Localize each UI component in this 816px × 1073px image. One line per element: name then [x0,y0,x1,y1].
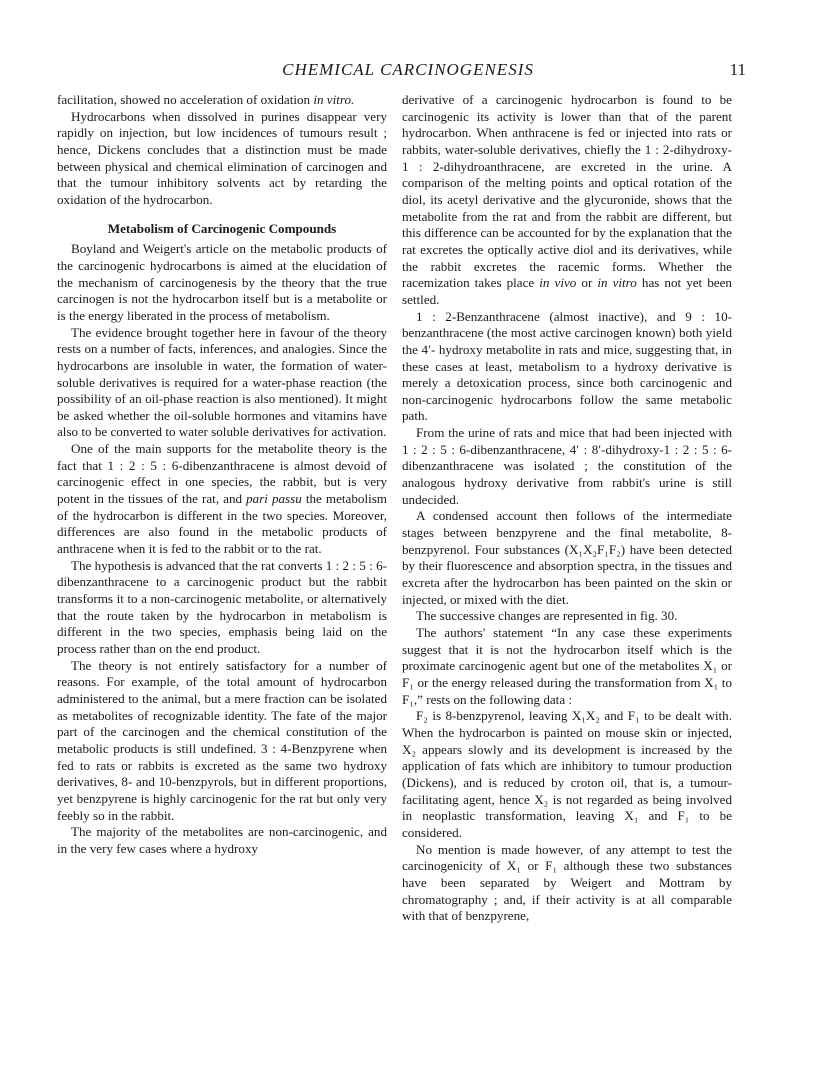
paragraph [402,625,732,708]
text: is not regarded as being involved in neoplastic transformation, leaving [402,791,732,824]
text: No mention is made however, of any attempt to test the carcinogenicity of [402,841,732,874]
symbol-text: F₁ [677,808,690,824]
text: ,” rests on the following data : [413,691,573,707]
italic-text: pari passu [246,491,302,507]
text: the metabolism of the hydrocarbon is different in the two species. Moreover, differences are also found in the metabolic products of anthracene when it is fed to the rabbit or to the rat. [57,491,387,557]
text: or [520,858,546,874]
symbol-text: X₁ [704,674,719,690]
paragraph [57,92,387,109]
text: and [638,808,678,824]
text: ) have been detected by their fluorescence and absorption spectra, in the tissues and excreta after the hydrocarbon has been painted on the skin or injected, or mixed with the diet. [402,541,733,607]
symbol-text: X₁X₂F₁F₂ [568,541,621,557]
symbol-text: X₁X₂ [571,708,600,724]
symbol-text: X₁ [506,858,521,874]
right-column [402,92,732,925]
text: although these two substances have been separated by Weigert and Mottram by chromatography ; and, if their activity is at all comparable with that of benzpyrene, [402,858,732,924]
italic-text: in vivo [539,275,577,291]
symbol-text: X₁ [624,808,639,824]
text: or [576,275,598,291]
italic-text: in vitro. [313,92,355,107]
paragraph: The theory is not entirely satisfactory for a number of reasons. For example, of the total amount of hydrocarbon administered to the animal, but a mere fraction can be isolated as metabolites of recognizable identity. The fate of the major part of the carcinogen and the chemical constitution of the metabolic products is still undefined. 3 : 4-Benzpyrene when fed to rats or rabbits is excreted as the same two hydroxy derivatives, 8- and 10-benzpyrols, but in different proportions, yet benzpyrene is highly carcinogenic for the rat but only very feebly so in the rabbit. [57,657,387,823]
symbol-text: F₁ [545,858,558,874]
text: One of the main supports for the metabolite theory is the fact that 1 : 2 : 5 : 6-dibenzanthracene is almost devoid of carcinogenic effect in one species, the rabbit, but is very potent in the tissues of the rat, and [57,441,387,507]
paragraph: Boyland and Weigert's article on the metabolic products of the carcinogenic hydrocarbons is aimed at the elucidation of the mechanism of carcinogenesis by the theory that the true carcinogen is not the hydrocarbon itself but is a metabolite or is the energy liberated in the process of metabolism. [57,241,387,323]
paragraph: The evidence brought together here in favour of the theory rests on a number of facts, inferences, and analogies. Since the hydrocarbons are insoluble in water, the formation of water-soluble derivatives is required for a water-phase reaction (the possibility of an oil-phase reaction is also mentioned). It might be asked whether the oil-soluble hormones and vitamins have also to be converted to water soluble derivatives for activation. [57,324,387,440]
text: to [718,674,732,690]
paragraph [402,708,732,841]
page-header [70,60,746,84]
text: appears slowly and its development is increased by the application of fats which are inhibitory to tumour production (Dickens), and is reduced by croton oil, that is, a tumour-facilitating agent, hence [402,741,732,807]
paragraph [402,508,732,608]
paragraph: 1 : 2-Benzanthracene (almost inactive), and 9 : 10-benzanthracene (the most active carcinogen known) both yield the 4′- hydroxy metabolite in rats and mice, suggesting that, in these cases at least, metabolism to a hydroxy derivative is merely a detoxication process, since both carcinogenic and non-carcinogenic hydrocarbons follow the same metabolic path. [402,308,732,424]
text: facilitation, showed no acceleration of oxidation [57,92,314,107]
text: to be dealt with. When the hydrocarbon is painted on mouse skin or injected, [402,708,732,740]
paragraph [402,842,732,925]
text: or [717,658,732,674]
text: and [599,708,628,724]
symbol-text: F₁ [627,708,640,724]
page-number: 11 [729,60,746,79]
symbol-text: F₂ [416,708,428,724]
symbol-text: F₁ [402,674,414,690]
paragraph: From the urine of rats and mice that had been injected with 1 : 2 : 5 : 6-dibenzanthracene, 4′ : 8′-dihydroxy-1 : 2 : 5 : 6-dibenzanthracene was isolated ; the constitution of the analogous hydroxy derivative from rabbit's urine is still undecided. [402,425,732,507]
paragraph: The hypothesis is advanced that the rat converts 1 : 2 : 5 : 6-dibenzanthracene to a carcinogenic product but the rabbit transforms it to a non-carcinogenic metabolite, or alternatively that the route taken by the hydrocarbon in metabolism is different in the two species, emphasis being laid on the process rather than on the end product. [57,557,387,656]
section-heading: Metabolism of Carcinogenic Compounds [107,220,337,236]
paragraph: The successive changes are represented in fig. 30. [416,608,678,624]
text: to be considered. [402,808,733,840]
running-title: CHEMICAL CARCINOGENESIS [282,60,534,79]
text: or the energy released during the transformation from [413,674,705,690]
paragraph: The majority of the metabolites are non-carcinogenic, and in the very few cases where a hydroxy [57,824,387,856]
paragraph: Hydrocarbons when dissolved in purines disappear very rapidly on injection, but low incidences of tumours result ; hence, Dickens concludes that a distinction must be made between physical and chemical elimination of carcinogen and that the tumour inhibitory solvents act by retarding the oxidation of the hydrocarbon. [57,108,387,207]
symbol-text: F₁ [402,691,414,707]
italic-text: in vitro [597,275,637,291]
paragraph [57,441,387,558]
symbol-text: X₂ [402,741,417,757]
symbol-text: X₁ [703,658,718,674]
symbol-text: X₂ [534,791,549,807]
text: has not yet been settled. [402,275,732,307]
text: is 8-benzpyrenol, leaving [427,708,572,724]
text: derivative of a carcinogenic hydrocarbon is found to be carcinogenic its activity is lower than that of the parent hydrocarbon. When anthracene is fed or injected into rats or rabbits, water-soluble derivatives, chiefly the 1 : 2-dihydroxy-1 : 2-dihydroanthracene, are excreted in the urine. A comparison of the melting points and optical rotation of the diol, its acetyl derivative and the glycuronide, shows that the metabolite from the rat and from the rabbit are different, but this difference can be accounted for by the explanation that the rat excretes the optically active diol and its derivatives, while the rabbit excretes the racemic forms. Whether the racemization takes place [402,92,732,291]
text: The authors' statement “In any case these experiments suggest that it is not the hydrocarbon itself which is the proximate carcinogenic agent but one of the metabolites [402,625,732,674]
text: A condensed account then follows of the intermediate stages between benzpyrene and the final metabolite, 8-benzpyrenol. Four substances ( [402,508,732,557]
left-column [57,92,387,858]
paragraph [402,92,732,309]
